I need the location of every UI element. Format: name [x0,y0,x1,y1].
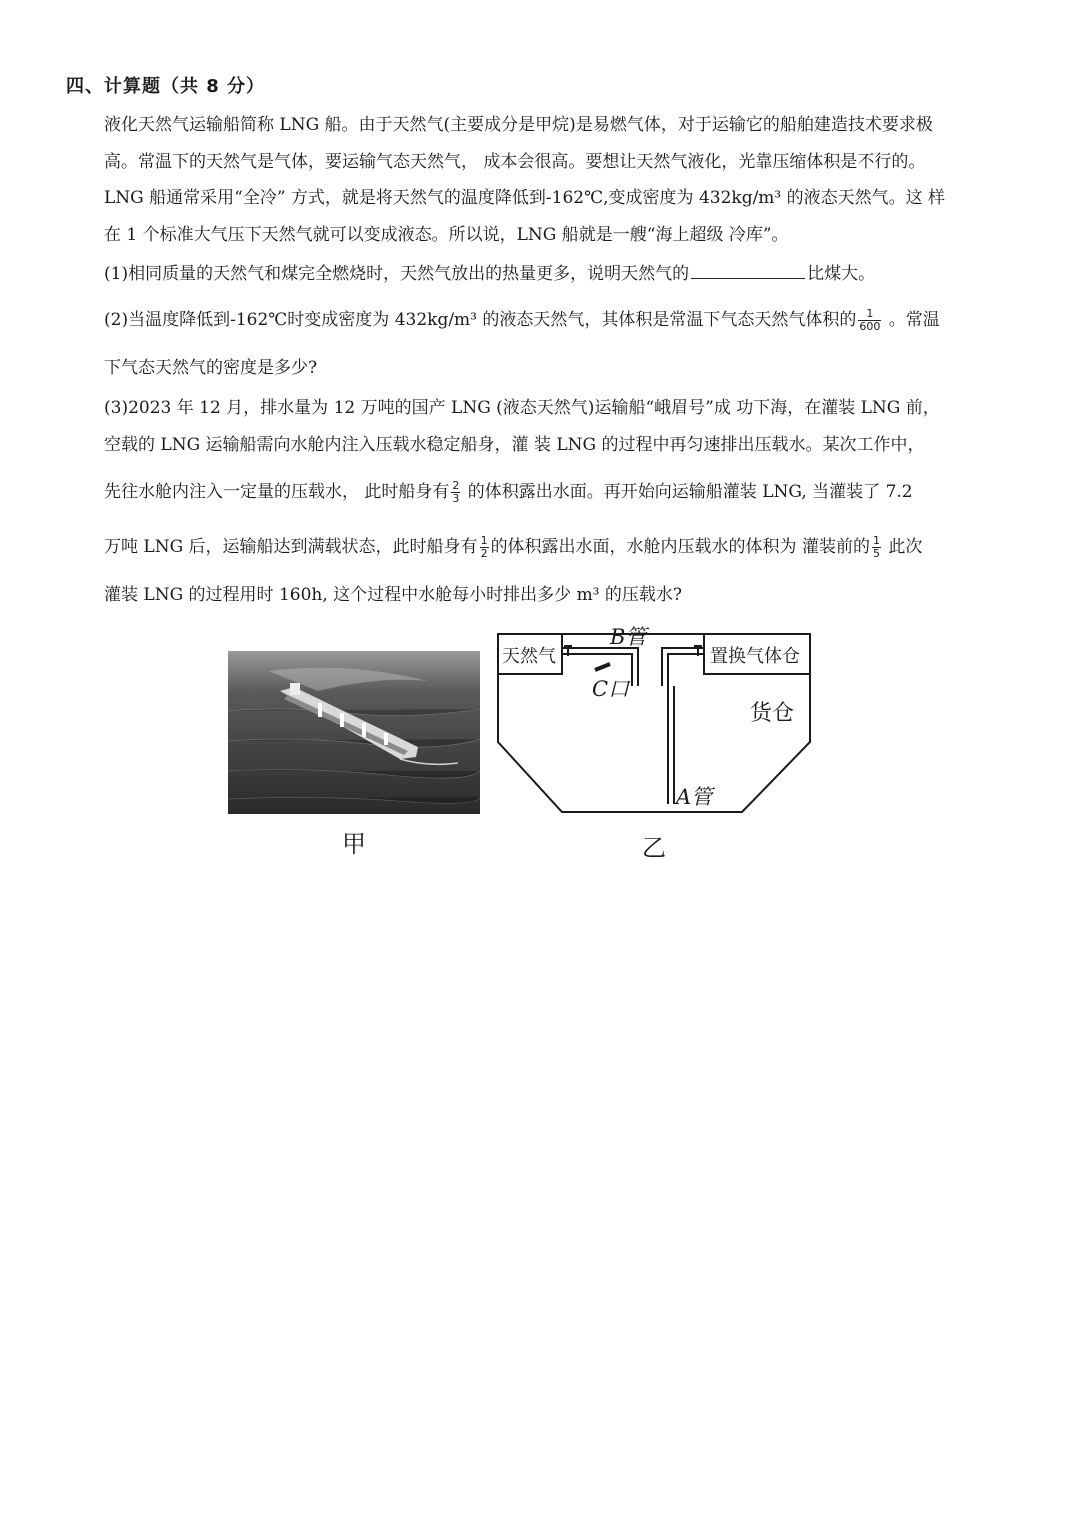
question-3-line-3 [104,480,913,505]
fraction-2-3: $\frac{2}{3}$ [452,479,460,505]
question-2-line-2: 下气态天然气的密度是多少? [104,358,318,378]
label-natural-gas: 天然气 [502,646,556,667]
label-b-pipe: B管 [610,625,647,649]
diagram-caption: 乙 [642,834,666,862]
question-1 [104,260,875,286]
question-1-tail: 比煤大。 [807,264,876,284]
paragraph-line-4: 在 1 个标准大气压下天然气就可以变成液态。所以说，LNG 船就是一艘“海上超级 冷库”。 [104,225,789,245]
answer-blank[interactable] [691,260,805,279]
lng-ship-photo [228,651,480,814]
photo-caption: 甲 [342,830,366,858]
section-heading: 四、计算题（共 8 分） [66,76,266,97]
question-2-text: (2)当温度降低到-162℃时变成密度为 432kg/m³ 的液态天然气，其体积是常温下气态天然气体积的 [104,310,857,330]
question-3-line-4-middle: 的体积露出水面，水舱内压载水的体积为 灌装前的 [490,537,870,557]
paragraph-line-2: 高。常温下的天然气是气体，要运输气态天然气， 成本会很高。要想让天然气液化，光靠压缩体积是不行的。 [104,152,926,172]
fraction-1-2: $\frac{1}{2}$ [480,534,488,560]
question-3-line-3-text: 先往水舱内注入一定量的压载水， 此时船身有 [104,482,450,502]
question-3-line-4-text: 万吨 LNG 后，运输船达到满载状态，此时船身有 [104,537,478,557]
question-3-line-1: (3)2023 年 12 月，排水量为 12 万吨的国产 LNG (液态天然气)运输船“峨眉号”成 功下海，在灌装 LNG 前， [104,398,940,418]
paragraph-line-1: 液化天然气运输船简称 LNG 船。由于天然气(主要成分是甲烷)是易燃气体，对于运输它的船舶建造技术要求极 [104,115,933,135]
label-a-pipe: A管 [676,785,713,809]
lng-ship-diagram [492,624,822,824]
question-3-line-4 [104,535,922,560]
fraction-1-5: $\frac{1}{5}$ [872,534,880,560]
question-2-tail: 。常温 [883,310,940,330]
question-3-line-4-tail: 此次 [882,537,923,557]
label-replacement-tank: 置换气体仓 [710,646,800,667]
fraction-1-600: $\frac{1}{600}$ [859,307,881,333]
question-3-line-3-tail: 的体积露出水面。再开始向运输船灌装 LNG, 当灌装了 7.2 [462,482,913,502]
question-1-text: (1)相同质量的天然气和煤完全燃烧时，天然气放出的热量更多，说明天然气的 [104,264,690,284]
question-3-line-2: 空载的 LNG 运输船需向水舱内注入压载水稳定船身，灌 装 LNG 的过程中再匀速排出压载水。某次工作中， [104,435,925,455]
paragraph-line-3: LNG 船通常采用“全冷” 方式，就是将天然气的温度降低到-162℃,变成密度为 432kg/m³ 的液态天然气。这 样 [104,188,946,208]
label-c-port: C口 [592,677,630,701]
question-3-line-5: 灌装 LNG 的过程用时 160h, 这个过程中水舱每小时排出多少 m³ 的压载水? [104,585,683,605]
label-cargo-hold: 货仓 [750,701,795,726]
question-2 [104,308,940,333]
